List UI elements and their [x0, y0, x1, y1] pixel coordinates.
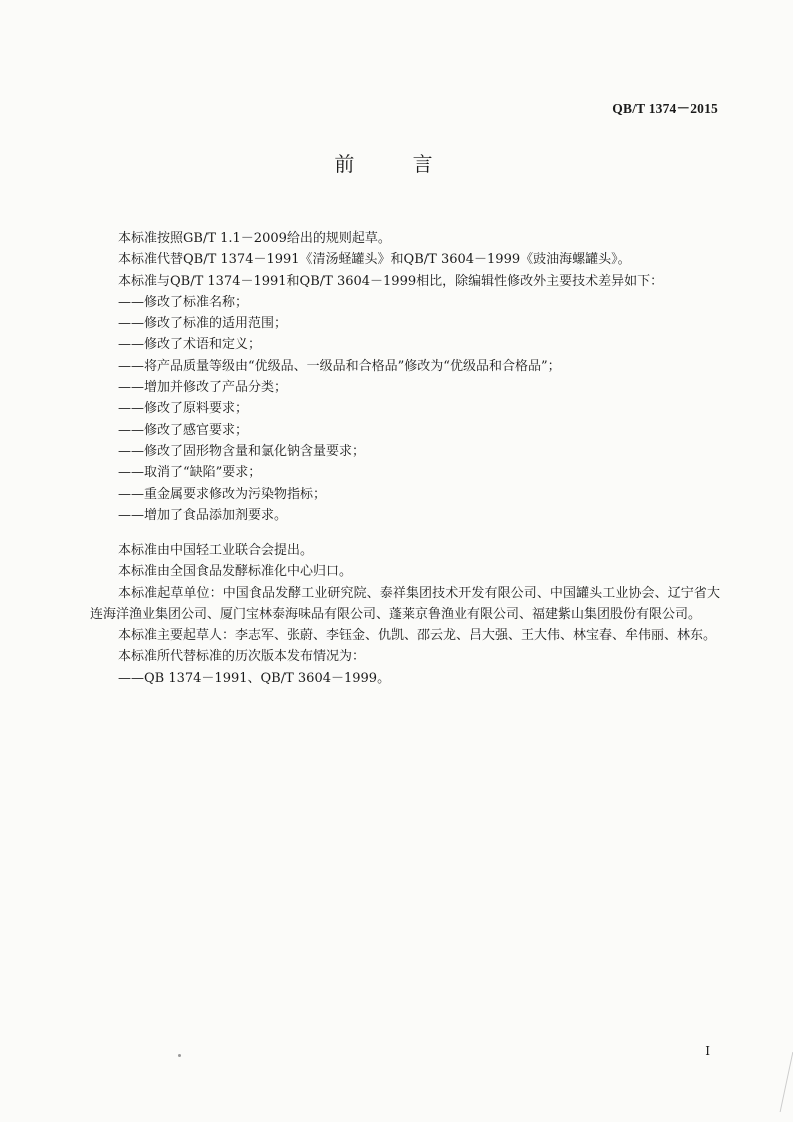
foreword-section-2 [90, 540, 720, 689]
paragraph-drafting-rule: 本标准按照GB/T 1.1－2009给出的规则起草。 [118, 231, 391, 246]
scan-edge-mark [766, 1052, 793, 1112]
scan-speck [178, 1054, 181, 1057]
paragraph-proposer: 本标准由中国轻工业联合会提出。 [118, 543, 314, 558]
list-item: ——修改了固形物含量和氯化钠含量要求； [118, 443, 366, 459]
paragraph-centralized: 本标准由全国食品发酵标准化中心归口。 [118, 564, 353, 580]
page-title: 前 言 [334, 152, 459, 176]
paragraph-drafters: 本标准主要起草人：李志军、张蔚、李钰金、仇凯、邵云龙、吕大强、王大伟、林宝春、牟伟丽、林东。 [118, 628, 717, 644]
list-item: ——修改了标准名称； [118, 294, 249, 310]
paragraph-differences: 本标准与QB/T 1374－1991和QB/T 3604－1999相比，除编辑性修改外主要技术差异如下： [118, 273, 664, 289]
list-item: ——修改了感官要求； [118, 422, 249, 438]
list-item: ——修改了标准的适用范围； [118, 316, 288, 332]
list-item: ——将产品质量等级由“优级品、一级品和合格品”修改为“优级品和合格品”； [118, 358, 561, 374]
standard-number: QB/T 1374－2015 [612, 101, 718, 116]
list-item: ——QB 1374－1991、QB/T 3604－1999。 [118, 670, 391, 686]
foreword-section-1 [90, 228, 720, 526]
page-number: I [705, 1044, 710, 1058]
list-item: ——增加了食品添加剂要求。 [118, 507, 288, 523]
list-item: ——修改了原料要求； [118, 401, 249, 417]
list-item: ——重金属要求修改为污染物指标； [118, 486, 327, 502]
list-item: ——修改了术语和定义； [118, 337, 262, 353]
paragraph-history: 本标准所代替标准的历次版本发布情况为： [118, 649, 366, 665]
list-item: ——取消了“缺陷”要求； [118, 465, 262, 481]
paragraph-replaces: 本标准代替QB/T 1374－1991《清汤蛏罐头》和QB/T 3604－1999《豉油海螺罐头》。 [118, 252, 631, 268]
paragraph-drafting-units: 本标准起草单位：中国食品发酵工业研究院、泰祥集团技术开发有限公司、中国罐头工业协会、辽宁省大连海洋渔业集团公司、厦门宝林泰海味品有限公司、蓬莱京鲁渔业有限公司、福建紫山集团股份有限公司。 [90, 585, 720, 622]
list-item: ——增加并修改了产品分类； [118, 380, 288, 396]
